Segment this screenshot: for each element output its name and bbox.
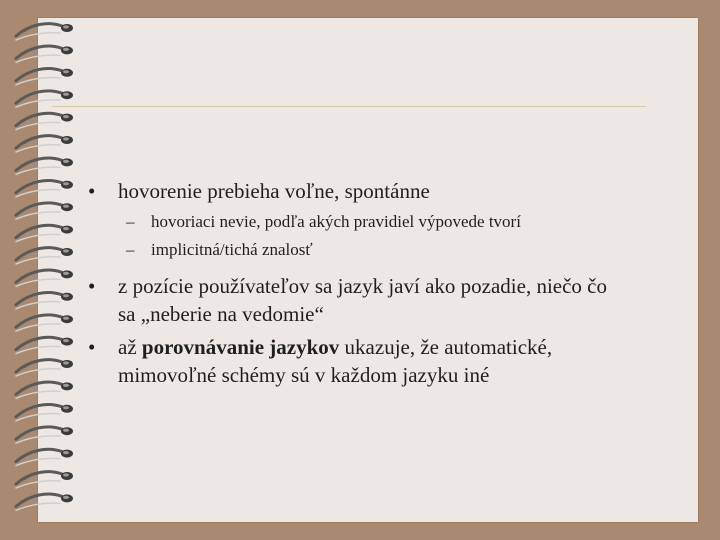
subitem-2-marker: – — [126, 240, 135, 259]
bullet-1-text: hovorenie prebieha voľne, spontánne — [118, 179, 430, 203]
bullet-2-line-2: sa „neberie na vedomie“ — [118, 302, 324, 326]
bullet-3-line-2: mimovoľné schémy sú v každom jazyku iné — [118, 363, 490, 387]
bullet-3-text-after: ukazuje, že automatické, — [339, 335, 553, 359]
subitem-2-text: implicitná/tichá znalosť — [151, 240, 313, 259]
bullet-3-text-before: až — [118, 335, 142, 359]
subitem-1-text: hovoriaci nevie, podľa akých pravidiel výpovede tvorí — [151, 212, 521, 231]
bullet-2-marker: • — [88, 274, 96, 298]
subitem-1-marker: – — [126, 212, 135, 231]
bullet-1-marker: • — [88, 179, 96, 203]
bullet-3-marker: • — [88, 335, 96, 359]
bullet-3-bold-phrase: porovnávanie jazykov — [141, 335, 340, 359]
bullet-2-line-1: z pozície používateľov sa jazyk javí ako pozadie, niečo čo — [118, 274, 607, 298]
bullet-3-line-1 — [118, 335, 552, 360]
